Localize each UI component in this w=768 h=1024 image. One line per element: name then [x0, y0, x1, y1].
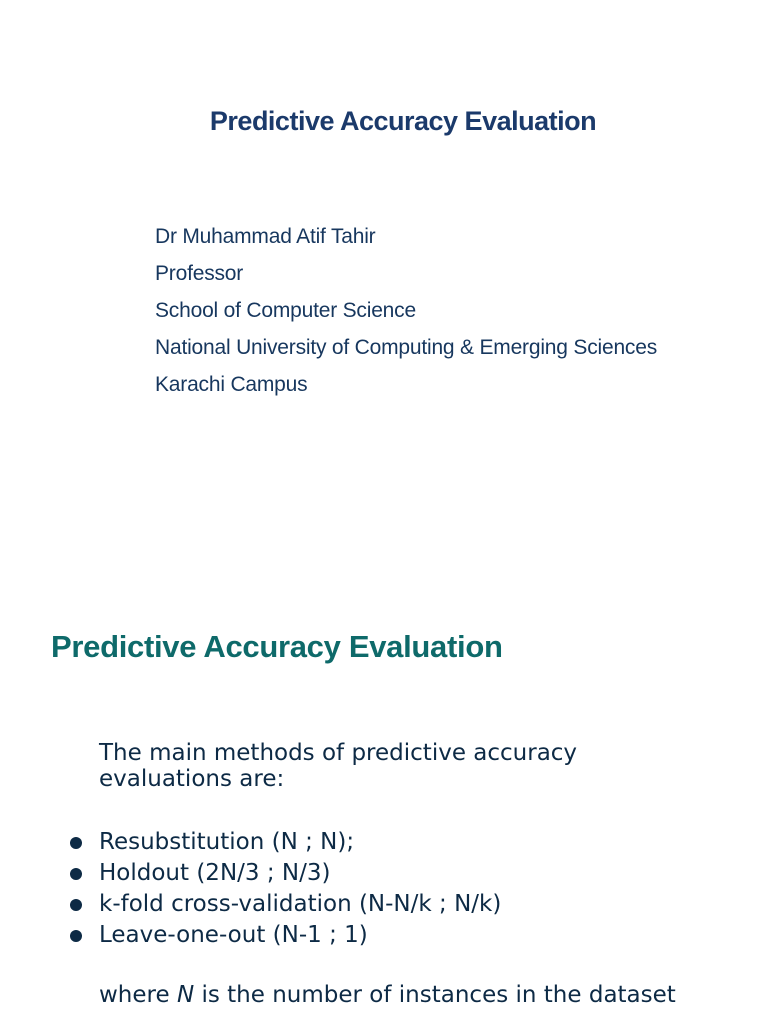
author-university: National University of Computing & Emerging Sciences [155, 336, 657, 359]
bullet-dot-icon [70, 930, 82, 942]
intro-text: The main methods of predictive accuracy evaluations are: [99, 740, 578, 792]
footnote-suffix: is the number of instances in the dataset [194, 982, 676, 1008]
list-item-text: k-fold cross-validation (N-N/k ; N/k) [99, 891, 502, 917]
list-item [70, 889, 501, 920]
author-position: Professor [155, 262, 244, 285]
bullet-dot-icon [70, 899, 82, 911]
list-item-text: Resubstitution (N ; N); [99, 829, 355, 855]
slide-1-title: Predictive Accuracy Evaluation [209, 106, 597, 136]
author-school: School of Computer Science [155, 299, 416, 322]
footnote-variable: N [176, 982, 195, 1008]
list-item [70, 920, 501, 951]
list-item-text: Holdout (2N/3 ; N/3) [99, 860, 331, 886]
methods-list [70, 827, 501, 951]
bullet-dot-icon [70, 837, 82, 849]
footnote-prefix: where [99, 982, 177, 1008]
bullet-dot-icon [70, 868, 82, 880]
author-name: Dr Muhammad Atif Tahir [155, 225, 376, 248]
slide-2-title: Predictive Accuracy Evaluation [51, 629, 503, 664]
slide-methods [0, 512, 768, 1024]
footnote-text [99, 982, 739, 1008]
list-item [70, 858, 501, 889]
list-item [70, 827, 501, 858]
author-info-block [155, 218, 657, 403]
list-item-text: Leave-one-out (N-1 ; 1) [99, 922, 368, 948]
author-campus: Karachi Campus [155, 373, 308, 396]
